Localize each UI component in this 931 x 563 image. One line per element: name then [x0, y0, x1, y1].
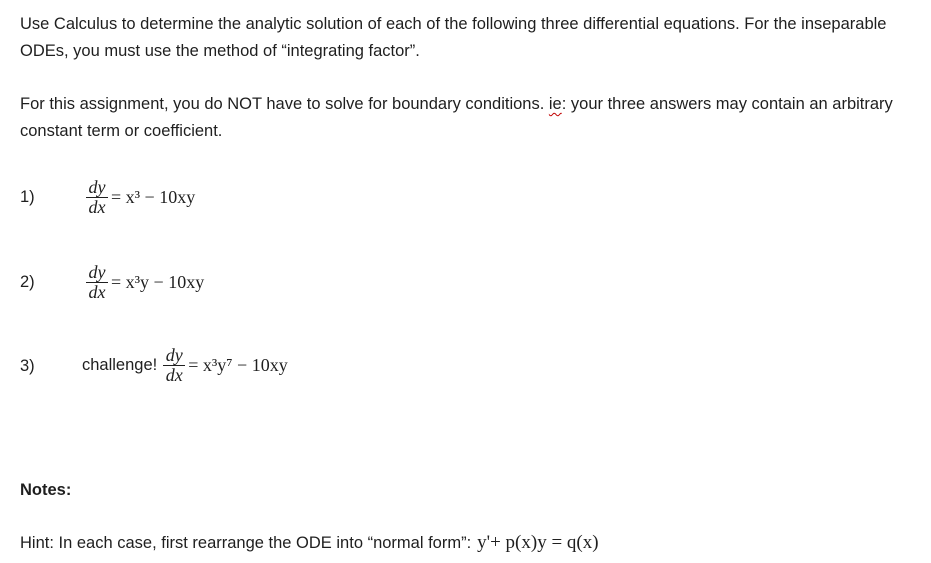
notes-heading: Notes: [20, 481, 72, 499]
hint-line [20, 532, 599, 554]
boundary-note-text-a: For this assignment, you do NOT have to solve for boundary conditions. [20, 95, 549, 113]
boundary-note-text-b: : your three answers may contain an arbitrary constant term or coefficient. [20, 95, 893, 140]
problem-3-equation [82, 346, 288, 385]
equation-rhs: = x³y⁷ − 10xy [188, 355, 288, 375]
ie-abbreviation: ie [548, 95, 562, 113]
boundary-note-paragraph [20, 91, 910, 145]
equation-rhs: = x³ − 10xy [111, 187, 196, 207]
derivative-fraction [86, 263, 108, 302]
problem-3-number: 3) [20, 357, 35, 375]
derivative-fraction [163, 346, 185, 385]
fraction-numerator: dy [165, 345, 183, 365]
instructions-text: Use Calculus to determine the analytic solution of each of the following three differential equations. For the inseparable ODEs, you must use the method of “integrating factor”. [20, 15, 887, 60]
fraction-denominator: dx [165, 365, 183, 385]
problem-2-number: 2) [20, 273, 35, 291]
normal-form-formula: y'+ p(x)y = q(x) [477, 532, 599, 553]
instructions-paragraph [20, 11, 910, 65]
problem-2-equation [86, 263, 204, 302]
fraction-numerator: dy [88, 262, 106, 282]
derivative-fraction [86, 178, 108, 217]
hint-text: Hint: In each case, first rearrange the ODE into “normal form”: [20, 534, 472, 552]
problem-1-equation [86, 178, 195, 217]
equation-rhs: = x³y − 10xy [111, 272, 205, 292]
fraction-denominator: dx [88, 197, 106, 217]
fraction-numerator: dy [88, 177, 106, 197]
challenge-label: challenge! [82, 356, 158, 374]
fraction-denominator: dx [88, 282, 106, 302]
problem-1-number: 1) [20, 188, 35, 206]
